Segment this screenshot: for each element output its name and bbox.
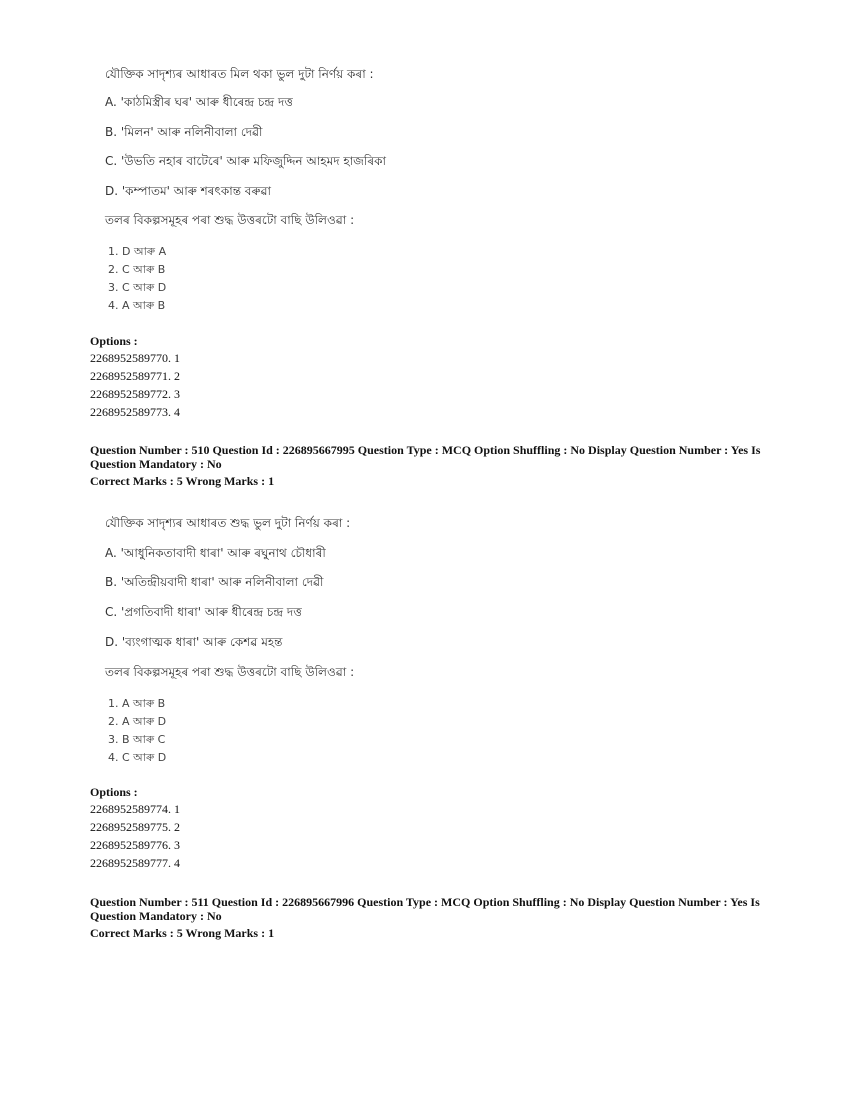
statement: B. 'মিলন' আৰু নলিনীবালা দেৱী xyxy=(105,125,263,139)
question-stem: যৌক্তিক সাদৃশ্যৰ আধাৰত মিল থকা ভুল দুটা নিৰ্ণয় কৰা : xyxy=(105,67,374,81)
statement: B. 'অতিন্দ্ৰীয়বাদী ধাৰা' আৰু নলিনীবালা দেৱী xyxy=(105,575,324,589)
question-header: Question Mandatory : No xyxy=(90,457,222,471)
options-label: Options : xyxy=(90,334,138,348)
option: 2268952589775. 2 xyxy=(90,820,180,834)
choice: 2. A আৰু D xyxy=(108,715,167,728)
question-stem: যৌক্তিক সাদৃশ্যৰ আধাৰত শুদ্ধ ভুল দুটা নিৰ্ণয় কৰা : xyxy=(105,516,351,530)
statement: C. 'প্ৰগতিবাদী ধাৰা' আৰু ধীৰেন্দ্ৰ চন্দ্ৰ দত্ত xyxy=(105,605,302,619)
options-label: Options : xyxy=(90,785,138,799)
choice: 1. D আৰু A xyxy=(108,245,167,258)
choice: 1. A আৰু B xyxy=(108,697,166,710)
option: 2268952589771. 2 xyxy=(90,369,180,383)
question-header: Question Number : 511 Question Id : 226895667996 Question Type : MCQ Option Shuffling : No Display Question Number : Yes Is xyxy=(90,895,760,909)
option: 2268952589774. 1 xyxy=(90,802,180,816)
statement: C. 'উভতি নহাৰ বাটেৰে' আৰু মফিজুদ্দিন আহমদ হাজৰিকা xyxy=(105,154,386,168)
option: 2268952589770. 1 xyxy=(90,351,180,365)
instruction: তলৰ বিকল্পসমূহৰ পৰা শুদ্ধ উত্তৰটো বাছি উলিওৱা : xyxy=(105,665,355,679)
statement: A. 'আধুনিকতাবাদী ধাৰা' আৰু ৰঘুনাথ চৌধাৰী xyxy=(105,546,326,560)
choice: 3. B আৰু C xyxy=(108,733,166,746)
choice: 3. C আৰু D xyxy=(108,281,167,294)
choice: 2. C আৰু B xyxy=(108,263,166,276)
question-header: Question Number : 510 Question Id : 226895667995 Question Type : MCQ Option Shuffling : No Display Question Number : Yes Is xyxy=(90,443,761,457)
choice: 4. A আৰু B xyxy=(108,299,166,312)
option: 2268952589777. 4 xyxy=(90,856,180,870)
statement: A. 'কাঠমিস্ত্ৰীৰ ঘৰ' আৰু ধীৰেন্দ্ৰ চন্দ্ৰ দত্ত xyxy=(105,95,293,109)
statement: D. 'কম্পাতম' আৰু শৰৎকান্ত বৰুৱা xyxy=(105,184,272,198)
question-header: Question Mandatory : No xyxy=(90,909,222,923)
question-marks: Correct Marks : 5 Wrong Marks : 1 xyxy=(90,926,275,940)
option: 2268952589776. 3 xyxy=(90,838,180,852)
statement: D. 'ব্যংগাত্মক ধাৰা' আৰু কেশৱ মহন্ত xyxy=(105,635,283,649)
option: 2268952589772. 3 xyxy=(90,387,180,401)
option: 2268952589773. 4 xyxy=(90,405,180,419)
question-marks: Correct Marks : 5 Wrong Marks : 1 xyxy=(90,474,275,488)
choice: 4. C আৰু D xyxy=(108,751,167,764)
instruction: তলৰ বিকল্পসমূহৰ পৰা শুদ্ধ উত্তৰটো বাছি উলিওৱা : xyxy=(105,213,355,227)
